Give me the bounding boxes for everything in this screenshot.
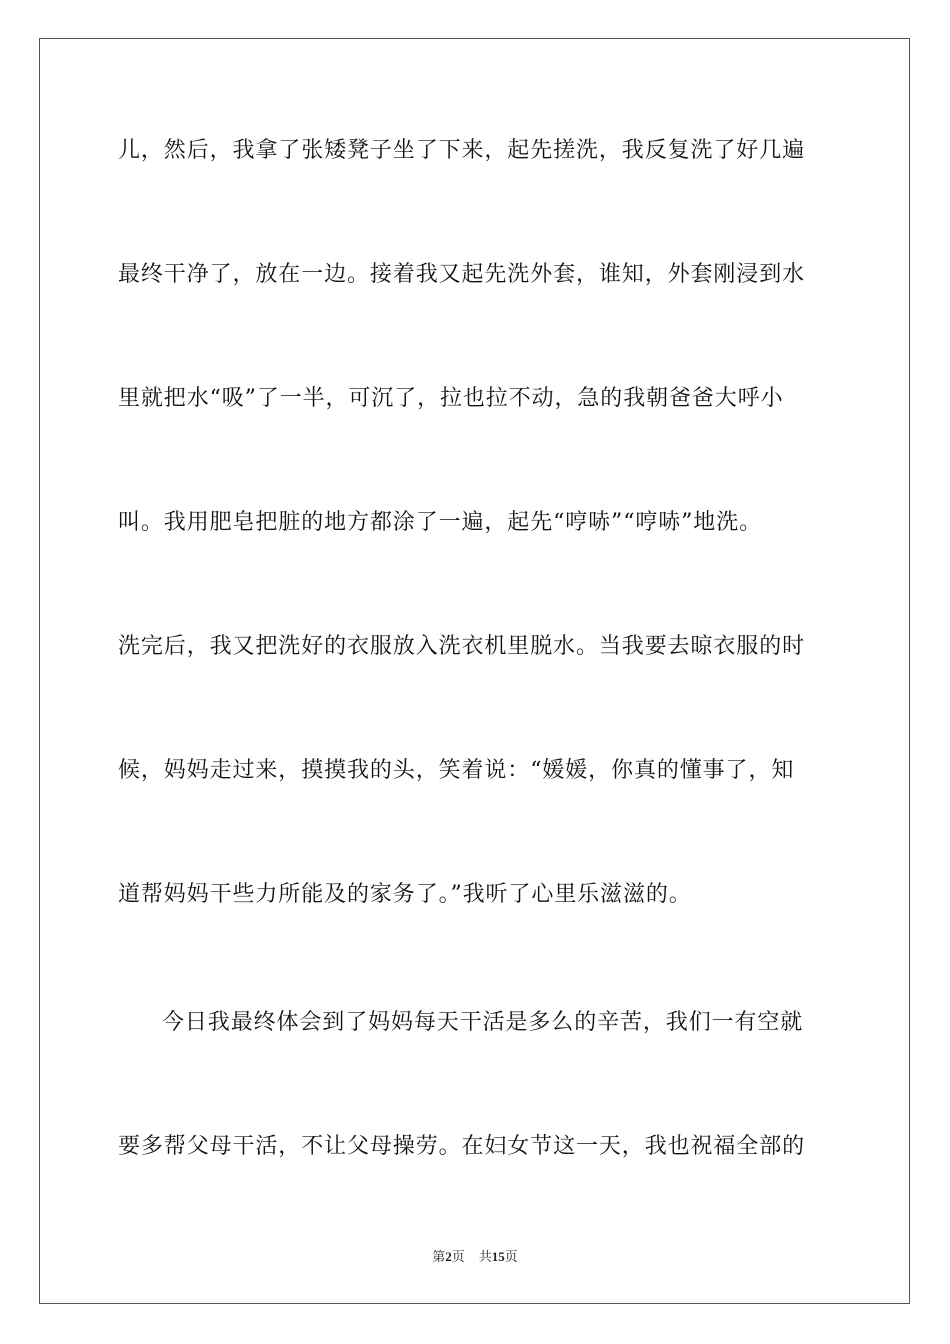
page-border: [39, 38, 910, 1304]
page-footer: [0, 1248, 950, 1266]
page-prefix: 第: [432, 1249, 446, 1264]
text-line: 道帮妈妈干些力所能及的家务了。”我听了心里乐滋滋的。: [118, 882, 692, 907]
total-prefix: 共: [478, 1249, 492, 1264]
text-line: 最终干净了，放在一边。接着我又起先洗外套，谁知，外套刚浸到水: [118, 262, 806, 287]
text-line: 叫。我用肥皂把脏的地方都涂了一遍，起先“哼哧”“哼哧”地洗。: [118, 510, 762, 535]
text-line: 儿，然后，我拿了张矮凳子坐了下来，起先搓洗，我反复洗了好几遍: [118, 138, 806, 163]
text-line: 洗完后，我又把洗好的衣服放入洗衣机里脱水。当我要去晾衣服的时: [118, 634, 806, 659]
text-line: 里就把水“吸”了一半，可沉了，拉也拉不动，急的我朝爸爸大呼小: [118, 386, 784, 411]
page-number: 2: [445, 1249, 452, 1264]
total-pages: 15: [491, 1249, 505, 1264]
page-suffix: 页: [451, 1249, 465, 1264]
text-line: 候，妈妈走过来，摸摸我的头，笑着说：“媛媛，你真的懂事了，知: [118, 758, 795, 783]
paragraph-first-line: 今日我最终体会到了妈妈每天干活是多么的辛苦，我们一有空就: [162, 1010, 804, 1035]
text-line: 要多帮父母干活，不让父母操劳。在妇女节这一天，我也祝福全部的: [118, 1134, 806, 1159]
total-suffix: 页: [504, 1249, 518, 1264]
